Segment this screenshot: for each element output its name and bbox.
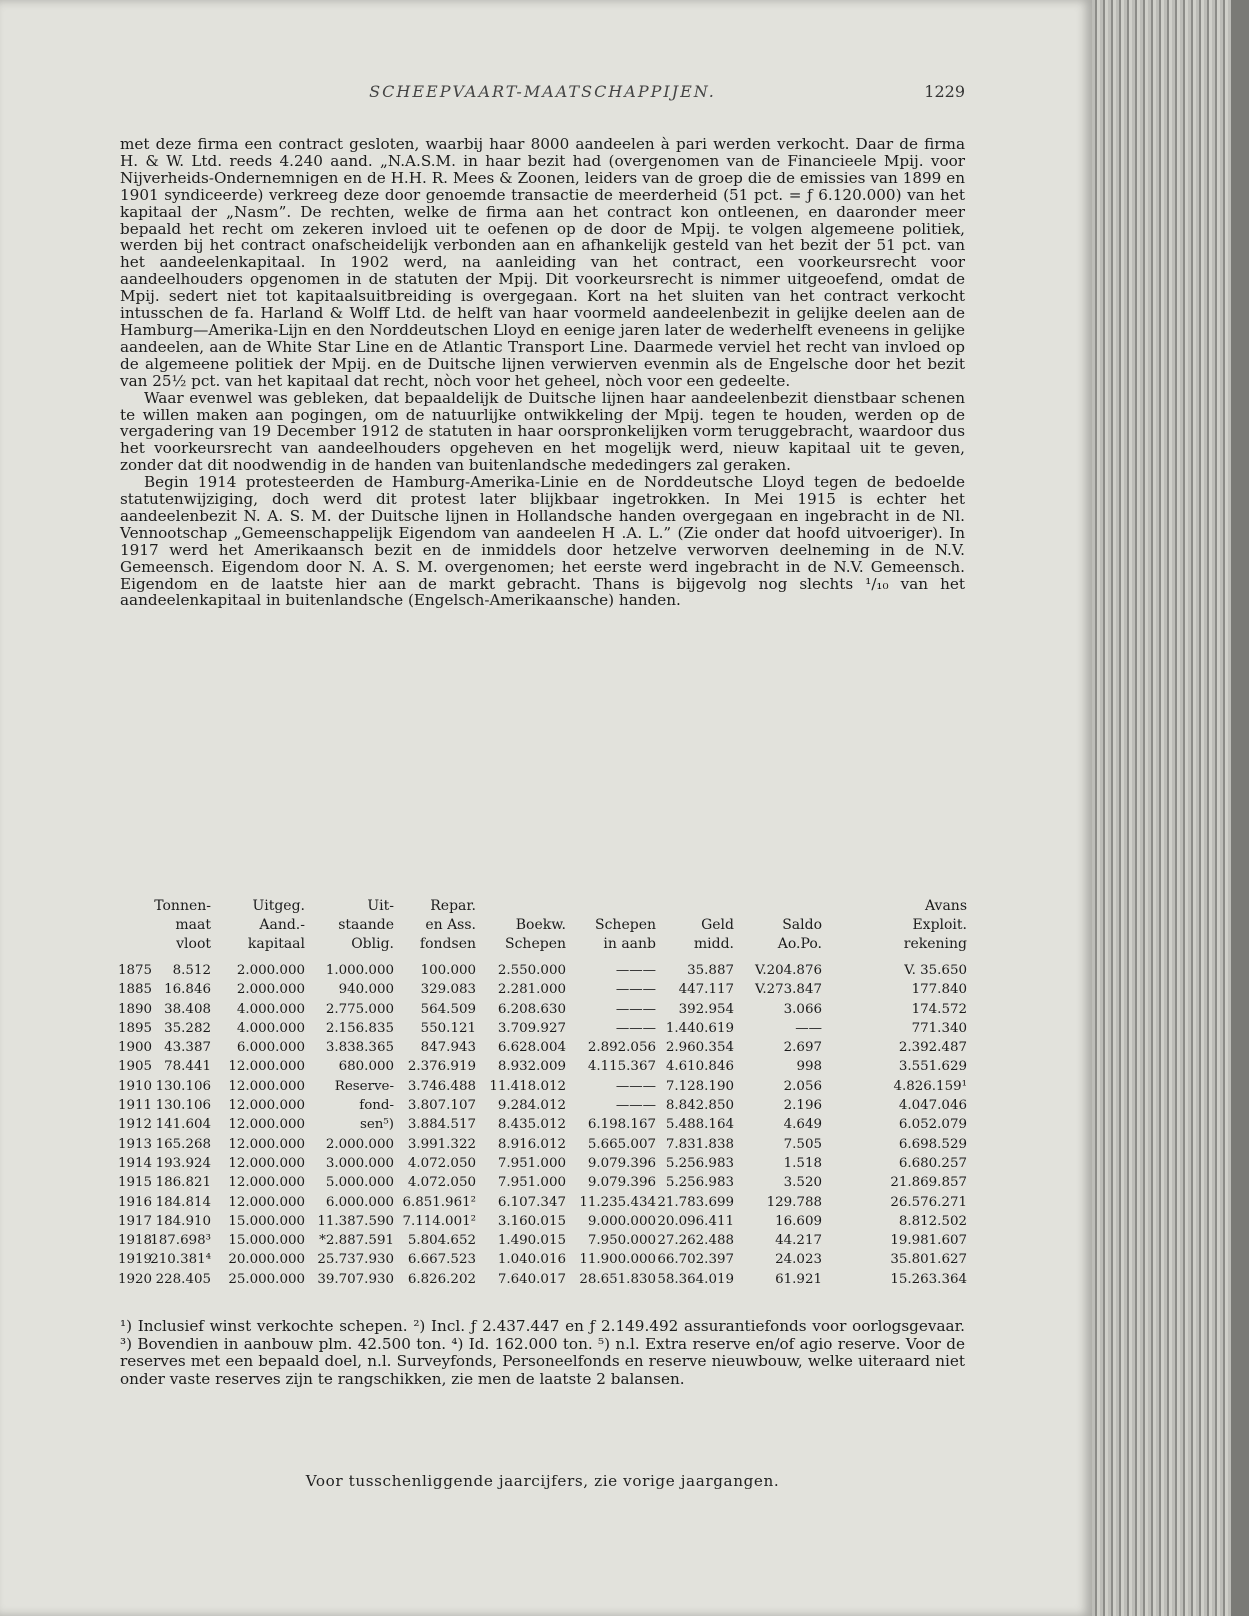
- value-cell: 2.550.000: [497, 963, 566, 978]
- column-header: Uit- staande Oblig.: [338, 898, 394, 952]
- book-page-edges: [1092, 0, 1249, 1616]
- year-cell: 1911: [118, 1098, 153, 1114]
- value-cell: 16.609: [775, 1213, 822, 1229]
- value-cell: 6.628.004: [497, 1040, 566, 1056]
- value-cell: 8.435.012: [497, 1117, 566, 1133]
- value-cell: 4.826.159¹: [893, 1078, 967, 1094]
- value-cell: 3.520: [783, 1175, 822, 1191]
- value-cell: 11.235.434: [579, 1194, 656, 1210]
- value-cell: 1.000.000: [325, 963, 394, 978]
- column-header: Saldo Ao.Po.: [777, 917, 822, 952]
- value-cell: 7.831.838: [665, 1136, 734, 1152]
- value-cell: 20.096.411: [657, 1213, 734, 1229]
- value-cell: 2.892.056: [587, 1040, 656, 1056]
- value-cell: 4.047.046: [898, 1098, 967, 1114]
- table-row: [118, 1270, 968, 1289]
- value-cell: 12.000.000: [228, 1136, 305, 1152]
- value-cell: 6.000.000: [236, 1040, 305, 1056]
- value-cell: 141.604: [155, 1117, 211, 1133]
- year-cell: 1920: [118, 1271, 153, 1287]
- column-header: Geld midd.: [693, 917, 734, 952]
- value-cell: 21.783.699: [657, 1194, 734, 1210]
- table-row: [118, 1077, 968, 1096]
- value-cell: 6.107.347: [497, 1194, 566, 1210]
- value-cell: 3.884.517: [407, 1117, 476, 1133]
- value-cell: 8.932.009: [497, 1059, 566, 1075]
- value-cell: 550.121: [420, 1020, 476, 1036]
- value-cell: ———: [615, 1020, 656, 1036]
- value-cell: 15.000.000: [228, 1233, 305, 1249]
- value-cell: 2.697: [783, 1040, 822, 1056]
- value-cell: 9.079.396: [587, 1155, 656, 1171]
- value-cell: 38.408: [164, 1001, 211, 1017]
- value-cell: ———: [615, 1098, 656, 1114]
- value-cell: 680.000: [338, 1059, 394, 1075]
- value-cell: 35.282: [164, 1020, 211, 1036]
- value-cell: 11.900.000: [579, 1252, 656, 1268]
- value-cell: 9.284.012: [497, 1098, 566, 1114]
- value-cell: 8.512: [172, 963, 211, 978]
- value-cell: 9.079.396: [587, 1175, 656, 1191]
- table-row: [118, 1000, 968, 1019]
- value-cell: 15.263.364: [890, 1271, 967, 1287]
- value-cell: 4.610.846: [665, 1059, 734, 1075]
- value-cell: 7.114.001²: [402, 1213, 476, 1229]
- year-cell: 1885: [118, 982, 153, 998]
- year-cell: 1917: [118, 1213, 153, 1229]
- table-header: [118, 897, 968, 961]
- value-cell: 3.066: [783, 1001, 822, 1017]
- value-cell: 66.702.397: [657, 1252, 734, 1268]
- value-cell: 4.072.050: [407, 1155, 476, 1171]
- value-cell: 19.981.607: [890, 1233, 967, 1249]
- value-cell: *2.887.591: [319, 1233, 394, 1249]
- value-cell: 35.887: [687, 963, 734, 978]
- value-cell: 184.910: [155, 1213, 211, 1229]
- column-header: Repar. en Ass. fondsen: [419, 898, 476, 952]
- value-cell: sen⁵): [359, 1117, 394, 1133]
- value-cell: 6.680.257: [898, 1155, 967, 1171]
- year-cell: 1910: [118, 1078, 153, 1094]
- value-cell: 3.746.488: [407, 1078, 476, 1094]
- value-cell: 130.106: [155, 1078, 211, 1094]
- value-cell: 130.106: [155, 1098, 211, 1114]
- value-cell: 7.951.000: [497, 1155, 566, 1171]
- value-cell: 2.156.835: [325, 1020, 394, 1036]
- value-cell: 15.000.000: [228, 1213, 305, 1229]
- value-cell: 1.040.016: [497, 1252, 566, 1268]
- value-cell: 174.572: [911, 1001, 967, 1017]
- value-cell: 5.665.007: [587, 1136, 656, 1152]
- value-cell: 3.991.322: [407, 1136, 476, 1152]
- value-cell: 2.281.000: [497, 982, 566, 998]
- column-header: Uitgeg. Aand.- kapitaal: [247, 898, 305, 952]
- value-cell: 12.000.000: [228, 1078, 305, 1094]
- value-cell: ———: [615, 1078, 656, 1094]
- value-cell: 6.208.630: [497, 1001, 566, 1017]
- paragraph: met deze firma een contract gesloten, waarbij haar 8000 aandeelen à pari werden verkocht. Daar de firma H. & W. Ltd. reeds 4.240 aand. „N.A.S.M. in haar bezit had (overgenomen van de Financieele Mpij. voor Nijverheids-Ondernemnigen en de H.H. R. Mees & Zoonen, leiders van de groep die de emissies van 1899 en 1901 syndiceerde) verkreeg deze door genoemde transactie de meerderheid (51 pct. = ƒ 6.120.000) van het kapitaal der „Nasm”. De rechten, welke de firma aan het contract kon ontleenen, en daaronder meer bepaald het recht om zekeren invloed uit te oefenen op de door de Mpij. te volgen algemeene politiek, werden bij het contract onafscheidelijk verbonden aan en afhankelijk gesteld van het bezit der 51 pct. van het aandeelenkapitaal. In 1902 werd, na aanleiding van het contract, een voorkeursrecht voor aandeelhouders opgenomen in de statuten der Mpij. Dit voorkeursrecht is nimmer uitgeoefend, omdat de Mpij. sedert niet tot kapitaalsuitbreiding is overgegaan. Kort na het sluiten van het contract verkocht intusschen de fa. Harland & Wolff Ltd. de helft van haar voormeld aandeelenbezit in gelijke deelen aan de Hamburg—Amerika-Lijn en den Norddeutschen Lloyd en eenige jaren later de wederhelft eveneens in gelijke aandeelen, aan de White Star Line en de Atlantic Transport Line. Daarmede verviel het recht van invloed op de algemeene politiek der Mpij. en de Duitsche lijnen verwierven evenmin als de Engelsche door het bezit van 25½ pct. van het kapitaal dat recht, nòch voor het geheel, nòch voor een gedeelte.: [120, 135, 965, 390]
- value-cell: 998: [796, 1059, 822, 1075]
- year-cell: 1900: [118, 1040, 153, 1056]
- value-cell: 847.943: [420, 1040, 476, 1056]
- column-header: Boekw. Schepen: [505, 917, 566, 952]
- table-row: [118, 961, 968, 980]
- table-row: [118, 1250, 968, 1269]
- table-row: [118, 980, 968, 999]
- year-cell: 1915: [118, 1175, 153, 1191]
- value-cell: 186.821: [155, 1175, 211, 1191]
- value-cell: 3.838.365: [325, 1040, 394, 1056]
- year-cell: 1905: [118, 1059, 153, 1075]
- value-cell: 7.128.190: [665, 1078, 734, 1094]
- page-number: 1229: [924, 82, 965, 101]
- value-cell: 28.651.830: [579, 1271, 656, 1287]
- value-cell: 3.709.927: [497, 1020, 566, 1036]
- value-cell: V.204.876: [755, 963, 822, 978]
- value-cell: 2.775.000: [325, 1001, 394, 1017]
- value-cell: 26.576.271: [890, 1194, 967, 1210]
- value-cell: 6.698.529: [898, 1136, 967, 1152]
- running-title: SCHEEPVAART-MAATSCHAPPIJEN.: [369, 82, 716, 101]
- table-row: [118, 1173, 968, 1192]
- footnotes: [120, 1318, 965, 1388]
- value-cell: 2.000.000: [236, 982, 305, 998]
- value-cell: 210.381⁴: [150, 1252, 211, 1268]
- value-cell: 8.916.012: [497, 1136, 566, 1152]
- year-cell: 1919: [118, 1252, 153, 1268]
- table-row: [118, 1057, 968, 1076]
- value-cell: 184.814: [155, 1194, 211, 1210]
- value-cell: 12.000.000: [228, 1155, 305, 1171]
- table-row: [118, 1193, 968, 1212]
- value-cell: 177.840: [911, 982, 967, 998]
- value-cell: 11.418.012: [489, 1078, 566, 1094]
- year-cell: 1890: [118, 1001, 153, 1017]
- value-cell: 6.198.167: [587, 1117, 656, 1133]
- value-cell: 5.488.164: [665, 1117, 734, 1133]
- value-cell: 2.196: [783, 1098, 822, 1114]
- value-cell: 78.441: [164, 1059, 211, 1075]
- table-row: [118, 1038, 968, 1057]
- value-cell: 4.115.367: [587, 1059, 656, 1075]
- value-cell: 27.262.488: [657, 1233, 734, 1249]
- value-cell: 4.000.000: [236, 1001, 305, 1017]
- value-cell: 7.951.000: [497, 1175, 566, 1191]
- value-cell: ———: [615, 982, 656, 998]
- value-cell: ——: [795, 1020, 822, 1036]
- value-cell: 6.000.000: [325, 1194, 394, 1210]
- value-cell: 5.256.983: [665, 1175, 734, 1191]
- value-cell: 447.117: [678, 982, 734, 998]
- value-cell: 2.960.354: [665, 1040, 734, 1056]
- table-row: [118, 1231, 968, 1250]
- value-cell: 3.807.107: [407, 1098, 476, 1114]
- value-cell: 1.490.015: [497, 1233, 566, 1249]
- value-cell: 58.364.019: [657, 1271, 734, 1287]
- paragraph: Begin 1914 protesteerden de Hamburg-Amerika-Linie en de Norddeutsche Lloyd tegen de bedoelde statutenwijziging, doch werd dit protest later blijkbaar ingetrokken. In Mei 1915 is echter het aandeelenbezit N. A. S. M. der Duitsche lijnen in Hollandsche handen overgegaan en ingebracht in de Nl. Vennootschap „Gemeenschappelijk Eigendom van aandeelen H .A. L.” (Zie onder dat hoofd uitvoeriger). In 1917 werd het Amerikaansch bezit en de inmiddels door hetzelve verworven deelneming in de N.V. Gemeensch. Eigendom door N. A. S. M. overgenomen; het eerste werd ingebracht in de N.V. Gemeensch. Eigendom en de laatste hier aan de markt gebracht. Thans is bijgevolg nog slechts ¹/₁₀ van het aandeelenkapitaal in buitenlandsche (Engelsch-Amerikaansche) handen.: [120, 473, 965, 610]
- value-cell: ———: [615, 963, 656, 978]
- value-cell: 8.812.502: [898, 1213, 967, 1229]
- value-cell: 187.698³: [150, 1233, 211, 1249]
- table-row: [118, 1135, 968, 1154]
- table-row: [118, 1154, 968, 1173]
- value-cell: 61.921: [775, 1271, 822, 1287]
- value-cell: 9.000.000: [587, 1213, 656, 1229]
- value-cell: 5.804.652: [407, 1233, 476, 1249]
- value-cell: 12.000.000: [228, 1098, 305, 1114]
- value-cell: 24.023: [775, 1252, 822, 1268]
- value-cell: V.273.847: [755, 982, 822, 998]
- table-row: [118, 1212, 968, 1231]
- year-cell: 1895: [118, 1020, 153, 1036]
- year-cell: 1912: [118, 1117, 153, 1133]
- value-cell: 940.000: [338, 982, 394, 998]
- financial-table: [118, 897, 968, 1289]
- value-cell: 39.707.930: [317, 1271, 394, 1287]
- value-cell: ———: [615, 1001, 656, 1017]
- footnote-text: ¹) Inclusief winst verkochte schepen. ²) Incl. ƒ 2.437.447 en ƒ 2.149.492 assurantiefonds voor oorlogsgevaar. ³) Bovendien in aanbouw plm. 42.500 ton. ⁴) Id. 162.000 ton. ⁵) n.l. Extra reserve en/of agio reserve. Voor de reserves met een bepaald doel, n.l. Surveyfonds, Personeelfonds en reserve nieuwbouw, welke uiteraard niet onder vaste reserves zijn te rangschikken, zie men de laatste 2 balansen.: [120, 1317, 965, 1388]
- value-cell: Reserve-: [334, 1078, 394, 1094]
- value-cell: 12.000.000: [228, 1175, 305, 1191]
- value-cell: 20.000.000: [228, 1252, 305, 1268]
- value-cell: 1.440.619: [665, 1020, 734, 1036]
- value-cell: 6.667.523: [407, 1252, 476, 1268]
- value-cell: 25.000.000: [228, 1271, 305, 1287]
- running-head: [120, 82, 965, 106]
- value-cell: 5.000.000: [325, 1175, 394, 1191]
- value-cell: 193.924: [155, 1155, 211, 1171]
- value-cell: 564.509: [420, 1001, 476, 1017]
- value-cell: 6.851.961²: [402, 1194, 476, 1210]
- column-header: Schepen in aanb: [595, 917, 656, 952]
- value-cell: 4.649: [783, 1117, 822, 1133]
- value-cell: V. 35.650: [904, 963, 967, 978]
- value-cell: 7.505: [783, 1136, 822, 1152]
- value-cell: 21.869.857: [890, 1175, 967, 1191]
- value-cell: 1.518: [783, 1155, 822, 1171]
- value-cell: 11.387.590: [317, 1213, 394, 1229]
- value-cell: 7.640.017: [497, 1271, 566, 1287]
- year-cell: 1913: [118, 1136, 153, 1152]
- value-cell: 2.056: [783, 1078, 822, 1094]
- body-text: [120, 136, 965, 609]
- value-cell: 771.340: [911, 1020, 967, 1036]
- value-cell: 5.256.983: [665, 1155, 734, 1171]
- value-cell: 7.950.000: [587, 1233, 656, 1249]
- value-cell: 6.826.202: [407, 1271, 476, 1287]
- value-cell: 392.954: [678, 1001, 734, 1017]
- value-cell: 43.387: [164, 1040, 211, 1056]
- value-cell: 100.000: [420, 963, 476, 978]
- value-cell: 35.801.627: [890, 1252, 967, 1268]
- paragraph: Waar evenwel was gebleken, dat bepaaldelijk de Duitsche lijnen haar aandeelenbezit dienstbaar schenen te willen maken aan pogingen, om de natuurlijke ontwikkeling der Mpij. tegen te houden, werden op de vergadering van 19 December 1912 de statuten in haar oorspronkelijken vorm teruggebracht, waardoor dus het voorkeursrecht van aandeelhouders opgeheven en het mogelijk werd, nieuw kapitaal uit te geven, zonder dat dit noodwendig in de handen van buitenlandsche mededingers zal geraken.: [120, 388, 965, 475]
- value-cell: 3.160.015: [497, 1213, 566, 1229]
- value-cell: 4.000.000: [236, 1020, 305, 1036]
- value-cell: 12.000.000: [228, 1194, 305, 1210]
- value-cell: 25.737.930: [317, 1252, 394, 1268]
- value-cell: 12.000.000: [228, 1059, 305, 1075]
- table-row: [118, 1019, 968, 1038]
- value-cell: 2.376.919: [407, 1059, 476, 1075]
- year-cell: 1875: [118, 963, 153, 978]
- table-row: [118, 1115, 968, 1134]
- year-cell: 1918: [118, 1233, 153, 1249]
- value-cell: 6.052.079: [898, 1117, 967, 1133]
- year-cell: 1914: [118, 1155, 153, 1171]
- value-cell: 3.551.629: [898, 1059, 967, 1075]
- column-header: Tonnen- maat vloot: [154, 898, 211, 952]
- year-cell: 1916: [118, 1194, 153, 1210]
- value-cell: 44.217: [775, 1233, 822, 1249]
- value-cell: 228.405: [155, 1271, 211, 1287]
- value-cell: 8.842.850: [665, 1098, 734, 1114]
- value-cell: 12.000.000: [228, 1117, 305, 1133]
- column-header: Avans Exploit. rekening: [903, 898, 967, 952]
- value-cell: 16.846: [164, 982, 211, 998]
- value-cell: 2.000.000: [325, 1136, 394, 1152]
- value-cell: 129.788: [766, 1194, 822, 1210]
- value-cell: 329.083: [420, 982, 476, 998]
- value-cell: 3.000.000: [325, 1155, 394, 1171]
- value-cell: 165.268: [155, 1136, 211, 1152]
- value-cell: 4.072.050: [407, 1175, 476, 1191]
- table-body: [118, 961, 968, 1289]
- closing-note: Voor tusschenliggende jaarcijfers, zie vorige jaargangen.: [305, 1472, 780, 1490]
- value-cell: 2.000.000: [236, 963, 305, 978]
- value-cell: fond-: [359, 1098, 394, 1114]
- table-row: [118, 1096, 968, 1115]
- value-cell: 2.392.487: [898, 1040, 967, 1056]
